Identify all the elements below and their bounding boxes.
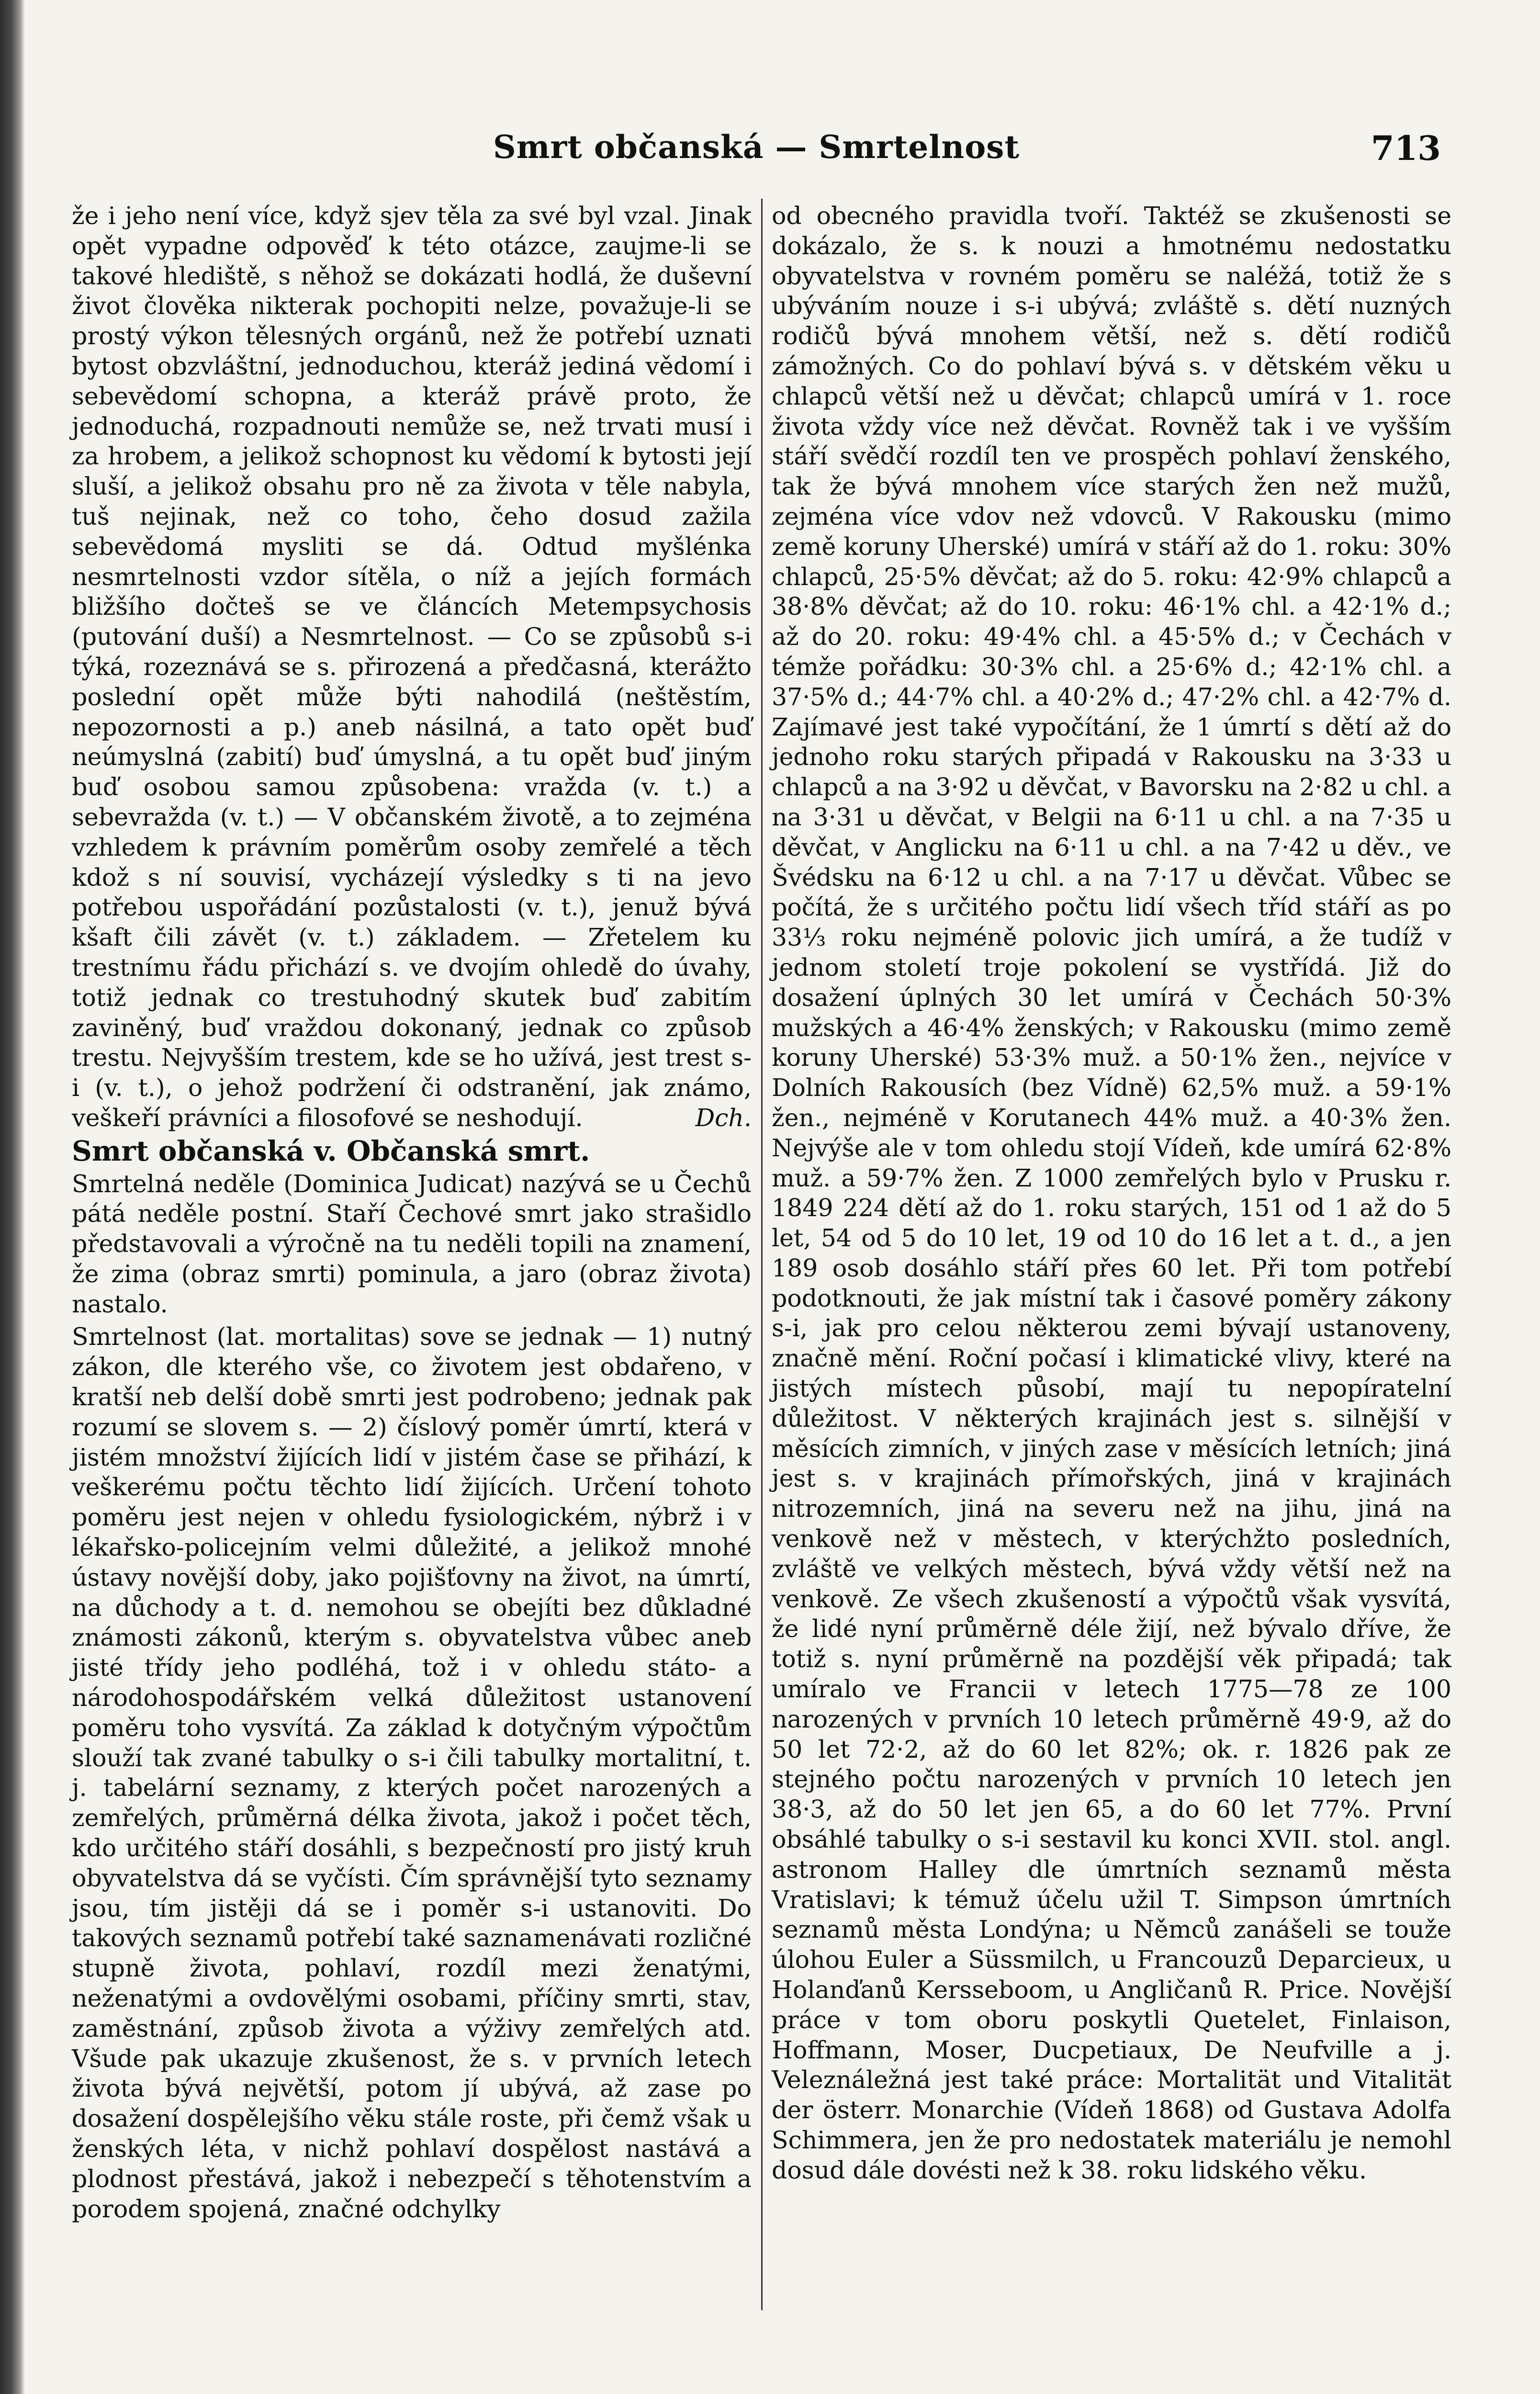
right-column: [772, 201, 1451, 2186]
paragraph-smrt-continuation: [72, 201, 752, 1133]
entry-smrtelnost: Smrtelnost (lat. mortalitas) sove se jednak — 1) nutný zákon, dle kterého vše, co životem jest obdařeno, v kratší neb delší době smrti jest podrobeno; jednak pak rozumí se slovem s. — 2) číslový poměr úmrtí, která v jistém množství žijících lidí v jistém čase se přihází, k veškerému počtu těchto lidí žijících. Určení tohoto poměru jest nejen v ohledu fysiologickém, nýbrž i v lékařsko-policejním velmi důležité, a jelikož mnohé ústavy novější doby, jako pojišťovny na život, na úmrtí, na důchody a t. d. nemohou se obejíti bez důkladné známosti zákonů, kterým s. obyvatelstva vůbec aneb jisté třídy jeho podléhá, tož i v ohledu státo- a národohospodářském velká důležitost ustanovení poměru toho vysvítá. Za základ k dotyčným výpočtům slouží tak zvané tabulky o s-i čili tabulky mortalitní, t. j. tabelární seznamy, z kterých počet narozených a zemřelých, průměrná délka života, jakož i počet těch, kdo určitého stáří dosáhli, s bezpečností pro jistý kruh obyvatelstva dá se vyčísti. Čím správnější tyto seznamy jsou, tím jistěji dá se i poměr s-i ustanoviti. Do takových seznamů potřebí také saznamenávati rozličné stupně života, pohlaví, rozdíl mezi ženatými, neženatými a ovdovělými osobami, příčiny smrti, stav, zaměstnání, způsob života a výživy zemřelých atd. Všude pak ukazuje zkušenost, že s. v prvních letech života bývá největší, potom jí ubývá, až zase po dosažení dospělejšího věku stále roste, při čemž však u ženských léta, v nichž pohlaví dospělost nastává a plodnost přestává, jakož i nebezpečí s těhotenstvím a porodem spojená, značné odchylky: [72, 1322, 752, 2223]
running-title: Smrt občanská — Smrtelnost: [493, 128, 1020, 166]
entry-smrtelnost-continuation: od obecného pravidla tvoří. Taktéž se zkušenosti se dokázalo, že s. k nouzi a hmotnému nedostatku obyvatelstva v rovném poměru se naléžá, totiž že s ubýváním nouze i s-i ubývá; zvláště s. dětí nuzných rodičů bývá mnohem větší, než s. dětí rodičů zámožných. Co do pohlaví bývá s. v dětském věku u chlapců větší než u děvčat; chlapců umírá v 1. roce života vždy více než děvčat. Rovněž tak i ve vyšším stáří svědčí rozdíl ten ve prospěch pohlaví ženského, tak že bývá mnohem více starých žen než mužů, zejména více vdov než vdovců. V Rakousku (mimo země koruny Uherské) umírá v stáří až do 1. roku: 30% chlapců, 25·5% děvčat; až do 5. roku: 42·9% chlapců a 38·8% děvčat; až do 10. roku: 46·1% chl. a 42·1% d.; až do 20. roku: 49·4% chl. a 45·5% d.; v Čechách v témže pořádku: 30·3% chl. a 25·6% d.; 42·1% chl. a 37·5% d.; 44·7% chl. a 40·2% d.; 47·2% chl. a 42·7% d. Zajímavé jest také vypočítání, že 1 úmrtí s dětí až do jednoho roku starých připadá v Rakousku na 3·33 u chlapců a na 3·92 u děvčat, v Bavorsku na 2·82 u chl. a na 3·31 u děvčat, v Belgii na 6·11 u chl. a na 7·35 u děvčat, v Anglicku na 6·11 u chl. a na 7·42 u děv., ve Švédsku na 6·12 u chl. a na 7·17 u děvčat. Vůbec se počítá, že s určitého počtu lidí všech tříd stáří as po 33⅓ roku nejméně polovic jich umírá, a že tudíž v jednom století troje pokolení se vystřídá. Již do dosažení úplných 30 let umírá v Čechách 50·3% mužských a 46·4% ženských; v Rakousku (mimo země koruny Uherské) 53·3% muž. a 50·1% žen., nejvíce v Dolních Rakousích (bez Vídně) 62,5% muž. a 59·1% žen., nejméně v Korutanech 44% muž. a 40·3% žen. Nejvýše ale v tom ohledu stojí Vídeň, kde umírá 62·8% muž. a 59·7% žen. Z 1000 zemřelých bylo v Prusku r. 1849 224 dětí až do 1. roku starých, 151 od 1 až do 5 let, 54 od 5 do 10 let, 19 od 10 do 16 let a t. d., a jen 189 osob dosáhlo stáří přes 60 let. Při tom potřebí podotknouti, že jak místní tak i časové poměry zákony s-i, jak pro celou některou zemi bývají ustanoveny, značně mění. Roční počasí i klimatické vlivy, které na jistých místech působí, mají tu nepopíratelní důležitost. V některých krajinách jest s. silnější v měsících zimních, v jiných zase v měsících letních; jiná jest s. v krajinách přímořských, jiná v krajinách nitrozemních, jiná na severu než na jihu, jiná na venkově než v městech, v kterýchžto posledních, zvláště ve velkých městech, bývá vždy větší než na venkově. Ze všech zkušeností a výpočtů však vysvítá, že lidé nyní průměrně déle žijí, než bývalo dříve, že totiž s. nyní průměrně na pozdější věk připadá; tak umíralo ve Francii v letech 1775—78 ze 100 narozených v prvních 10 letech průměrně 49·9, až do 50 let 72·2, až do 60 let 82%; ok. r. 1826 pak ze stejného počtu narozených v prvních 10 letech jen 38·3, až do 50 let jen 65, a do 60 let 77%. První obsáhlé tabulky o s-i sestavil ku konci XVII. stol. angl. astronom Halley dle úmrtních seznamů města Vratislavi; k témuž účelu užil T. Simpson úmrtních seznamů města Londýna; u Němců zanášeli se touže úlohou Euler a Süssmilch, u Francouzů Deparcieux, u Holanďanů Kersseboom, u Angličanů R. Price. Novější práce v tom oboru poskytli Quetelet, Finlaison, Hoffmann, Moser, Ducpetiaux, De Neufville a j. Veleználežná jest také práce: Mortalität und Vitalität der österr. Monarchie (Vídeň 1868) od Gustava Adolfa Schimmera, jen že pro nedostatek materiálu je nemohl dosud dále dovésti než k 38. roku lidského věku.: [772, 202, 1451, 2184]
scan-binding-edge: [0, 0, 25, 2394]
author-signature: Dch.: [695, 1103, 752, 1132]
left-column: [72, 201, 752, 2224]
entry-smrtelna-nedele: Smrtelná neděle (Dominica Judicat) nazývá se u Čechů pátá neděle postní. Staří Čechové smrt jako strašidlo představovali a výročně na tu neděli topili na znamení, že zima (obraz smrti) pominula, a jaro (obraz života) nastalo.: [72, 1169, 752, 1318]
paragraph-text: že i jeho není více, když sjev těla za své byl vzal. Jinak opět vypadne odpověď k této otázce, zaujme-li se takové hlediště, s něhož se dokázati hodlá, že duševní život člověka nikterak pochopiti nelze, považuje-li se prostý výkon tělesných orgánů, než že potřebí uznati bytost obzvláštní, jednoduchou, kteráž jediná vědomí i sebevědomí schopna, a kteráž právě proto, že jednoduchá, rozpadnouti nemůže se, než trvati musí i za hrobem, a jelikož schopnost ku vědomí k bytosti její sluší, a jelikož obsahu pro ně za života v těle nabyla, tuš nejinak, než co toho, čeho dosud zažila sebevědomá mysliti se dá. Odtud myšlénka nesmrtelnosti vzdor sítěla, o níž a jejích formách bližšího dočteš se ve článcích Metempsychosis (putování duší) a Nesmrtelnost. — Co se způsobů s-i týká, rozeznává se s. přirozená a předčasná, kterážto poslední opět může býti nahodilá (neštěstím, nepozornosti a p.) aneb násilná, a tato opět buď neúmyslná (zabití) buď úmyslná, a tu opět buď jiným buď osobou samou způsobena: vražda (v. t.) a sebevražda (v. t.) — V občanském životě, a to zejména vzhledem k právním poměrům osoby zemřelé a těch kdož s ní souvisí, vycházejí výsledky s ti na jevo potřebou uspořádání pozůstalosti (v. t.), jenuž bývá kšaft čili závět (v. t.) základem. — Zřetelem ku trestnímu řádu přichází s. ve dvojím ohledě do úvahy, totiž jednak co trestuhodný skutek buď zabitím zaviněný, buď vraždou dokonaný, jednak co způsob trestu. Nejvyšším trestem, kde se ho užívá, jest trest s-i (v. t.), o jehož podržení či odstranění, jak známo, veškeří právníci a filosofové se neshodují.: [72, 202, 752, 1132]
page-header: [72, 128, 1441, 174]
entry-smrt-obcanska: Smrt občanská v. Občanská smrt.: [72, 1134, 590, 1167]
page-number: 713: [1371, 128, 1441, 168]
column-divider: [761, 199, 763, 2310]
